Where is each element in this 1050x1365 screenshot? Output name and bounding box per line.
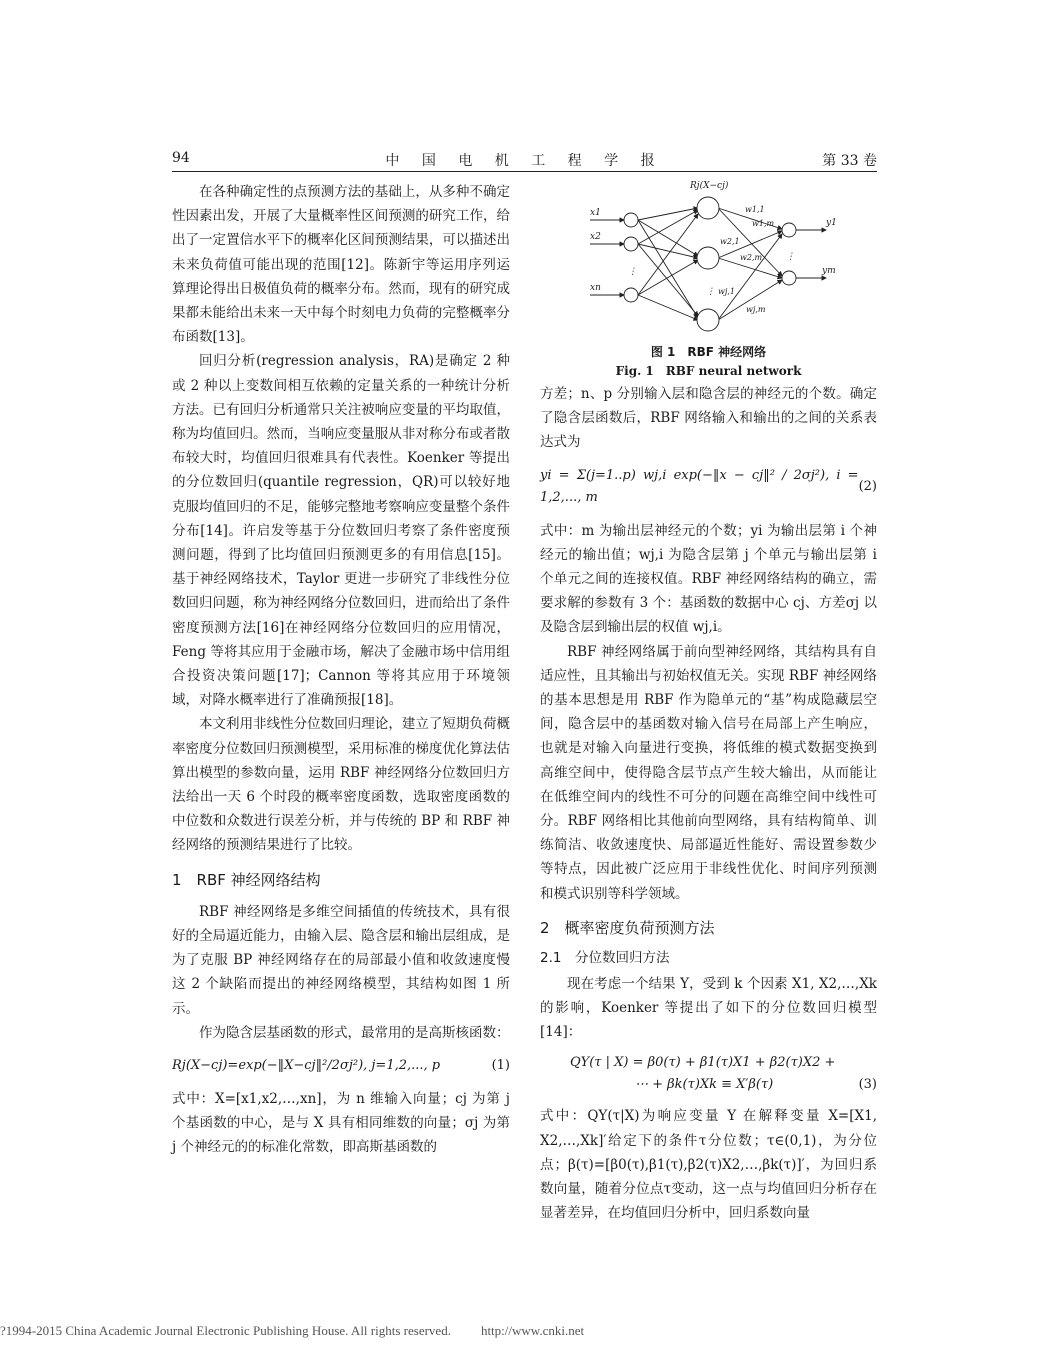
volume-label: 第 33 卷	[822, 153, 877, 169]
output-label: ym	[822, 266, 836, 276]
paragraph: 在各种确定性的点预测方法的基础上，从多种不确定性因素出发，开展了大量概率性区间预测的研究工作，给出了一定置信水平下的概率化区间预测结果，可以描述出未来负荷值可能出现的范围[12]。陈新宇等运用序列运算理论得出日极值负荷的概率分布。然而，现有的研究成果都未能给出未来一天中每个时刻电力负荷的完整概率分布函数[13]。	[172, 184, 510, 346]
page-footer	[0, 1323, 584, 1339]
equation-body: Rj(X−cj)=exp(−‖X−cj‖²/2σj²), j=1,2,..., p	[172, 1057, 441, 1073]
right-column	[540, 382, 877, 1225]
weight-label: w2,m	[740, 253, 763, 262]
equation-body: ⋯ + βk(τ)Xk ≡ X′β(τ)	[635, 1077, 774, 1093]
paragraph: RBF 神经网络属于前向型神经网络，其结构具有自适应性，且其输出与初始权值无关。实现 RBF 神经网络的基本思想是用 RBF 作为隐单元的“基”构成隐藏层空间，隐含层中的基函数对输入信号在局部上产生响应，也就是对输入向量进行变换，将低维的模式数据变换到高维空间中，使得隐含层节点产生较大输出，从而能让在低维空间内的线性不可分的问题在高维空间中线性可分。RBF 网络相比其他前向型网络，具有结构简单、训练简洁、收敛速度快、局部逼近性能好、需设置参数少等特点，因此被广泛应用于非线性优化、时间序列预测和模式识别等科学领域。	[540, 643, 877, 902]
rbf-network-diagram	[570, 178, 850, 338]
input-label: x2	[590, 232, 601, 242]
input-label: xn	[590, 283, 601, 293]
paragraph: RBF 神经网络是多维空间插值的传统技术，具有很好的全局逼近能力，由输入层、隐含层和输出层组成，是为了克服 BP 神经网络存在的局部最小值和收敛速度慢这 2 个缺陷而提出的神经网络模型，其结构如图 1 所示。	[172, 903, 510, 1017]
equation-line: QY(τ | X) = β0(τ) + β1(τ)X1 + β2(τ)X2 +	[570, 1055, 836, 1071]
figure-caption-en: Fig. 1 RBF neural network	[615, 364, 802, 378]
weight-label: wj,m	[746, 305, 766, 314]
copyright-notice: ?1994-2015 China Academic Journal Electronic Publishing House. All rights reserved.	[0, 1323, 451, 1338]
paragraph: 作为隐含层基函数的形式，最常用的是高斯核函数：	[199, 1024, 510, 1041]
equation-2	[540, 465, 877, 509]
page-header	[172, 150, 877, 172]
journal-title: 中 国 电 机 工 程 学 报	[385, 153, 664, 169]
paragraph: 现在考虑一个结果 Y，受到 k 个因素 X1, X2,…,Xk 的影响，Koenker 等提出了如下的分位数回归模型[14]：	[540, 975, 877, 1041]
equation-line	[540, 1074, 877, 1096]
left-column	[172, 180, 510, 1160]
section-heading: 2 概率密度负荷预测方法	[540, 918, 715, 937]
paragraph: 式中：m 为输出层神经元的个数；yi 为输出层第 i 个神经元的输出值；wj,i 为隐含层第 j 个单元与输出层第 i 个单元之间的连接权值。RBF 神经网络结构的确立，需要求解的参数有 3 个：基函数的数据中心 cj、方差σj 以及隐含层到输出层的权值 wj,i。	[540, 522, 877, 636]
equation-1	[172, 1055, 510, 1077]
equation-number: (2)	[858, 478, 877, 494]
hidden-function-label: Rj(X−cj)	[690, 181, 729, 191]
page-number: 94	[172, 150, 190, 166]
weight-label: w1,1	[745, 205, 765, 214]
subsection-heading: 2.1 分位数回归方法	[540, 949, 670, 966]
figure-caption-cn: 图 1 RBF 神经网络	[650, 345, 767, 359]
weight-label: w1,m	[752, 219, 775, 228]
output-label: y1	[826, 218, 837, 228]
section-heading: 1 RBF 神经网络结构	[172, 870, 321, 889]
weight-label: w2,1	[720, 237, 740, 246]
footer-link[interactable]: http://www.cnki.net	[480, 1323, 585, 1338]
header-rule	[172, 171, 877, 172]
hidden-ellipsis: ⋮	[706, 287, 715, 297]
paragraph: 式中：X=[x1,x2,…,xn]，为 n 维输入向量；cj 为第 j 个基函数的中心，是与 X 具有相同维数的向量；σj 为第 j 个神经元的的标准化常数，即高斯基函数的	[172, 1090, 510, 1156]
equation-number: (3)	[858, 1077, 877, 1093]
input-ellipsis: ⋮	[628, 267, 637, 277]
paragraph: 回归分析(regression analysis，RA)是确定 2 种或 2 种以上变数间相互依赖的定量关系的一种统计分析方法。已有回归分析通常只关注被响应变量的平均取值，称为均值回归。然而，当响应变量服从非对称分布或者散布较大时，均值回归很难具有代表性。Koenker 等提出的分位数回归(quantile regression，QR)可以较好地克服均值回归的不足，能够完整地考察响应变量整个条件分布[14]。许启发等基于分位数回归考察了条件密度预测问题，得到了比均值回归预测更多的有用信息[15]。基于神经网络技术，Taylor 更进一步研究了非线性分位数回归问题，称为神经网络分位数回归，进而给出了条件密度预测方法[16]在神经网络分位数回归的应用情况，Feng 等将其应用于金融市场，解决了金融市场中信用组合投资决策问题[17]；Cannon 等将其应用于环境领域，对降水概率进行了准确预报[18]。	[172, 353, 510, 709]
input-label: x1	[590, 208, 601, 218]
output-ellipsis: ⋮	[786, 252, 795, 262]
paragraph: 式中：QY(τ|X)为响应变量 Y 在解释变量 X=[X1, X2,…,Xk]′给定下的条件τ分位数；τ∈(0,1)，为分位点；β(τ)=[β0(τ),β1(τ),β2(τ)X2,…,βk(τ)]′，为回归系数向量，随着分位点τ变动，这一点与均值回归分析存在显著差异，在均值回归分析中，回归系数向量	[540, 1108, 877, 1222]
equation-number: (1)	[491, 1057, 510, 1073]
equation-body: yi = Σ(j=1..p) wj,i exp(−‖x − cj‖² / 2σj²), i = 1,2,..., m	[540, 467, 859, 505]
weight-label: wj,1	[718, 287, 735, 296]
figure-1	[540, 178, 877, 383]
paragraph: 方差；n、p 分别输入层和隐含层的神经元的个数。确定了隐含层函数后，RBF 网络输入和输出的之间的关系表达式为	[540, 386, 877, 451]
equation-3	[540, 1052, 877, 1096]
paragraph: 本文利用非线性分位数回归理论，建立了短期负荷概率密度分位数回归预测模型，采用标准的梯度优化算法估算出模型的参数向量，运用 RBF 神经网络分位数回归方法给出一天 6 个时段的概率密度函数，选取密度函数的中位数和众数进行误差分析，并与传统的 BP 和 RBF 神经网络的预测结果进行了比较。	[172, 716, 510, 854]
